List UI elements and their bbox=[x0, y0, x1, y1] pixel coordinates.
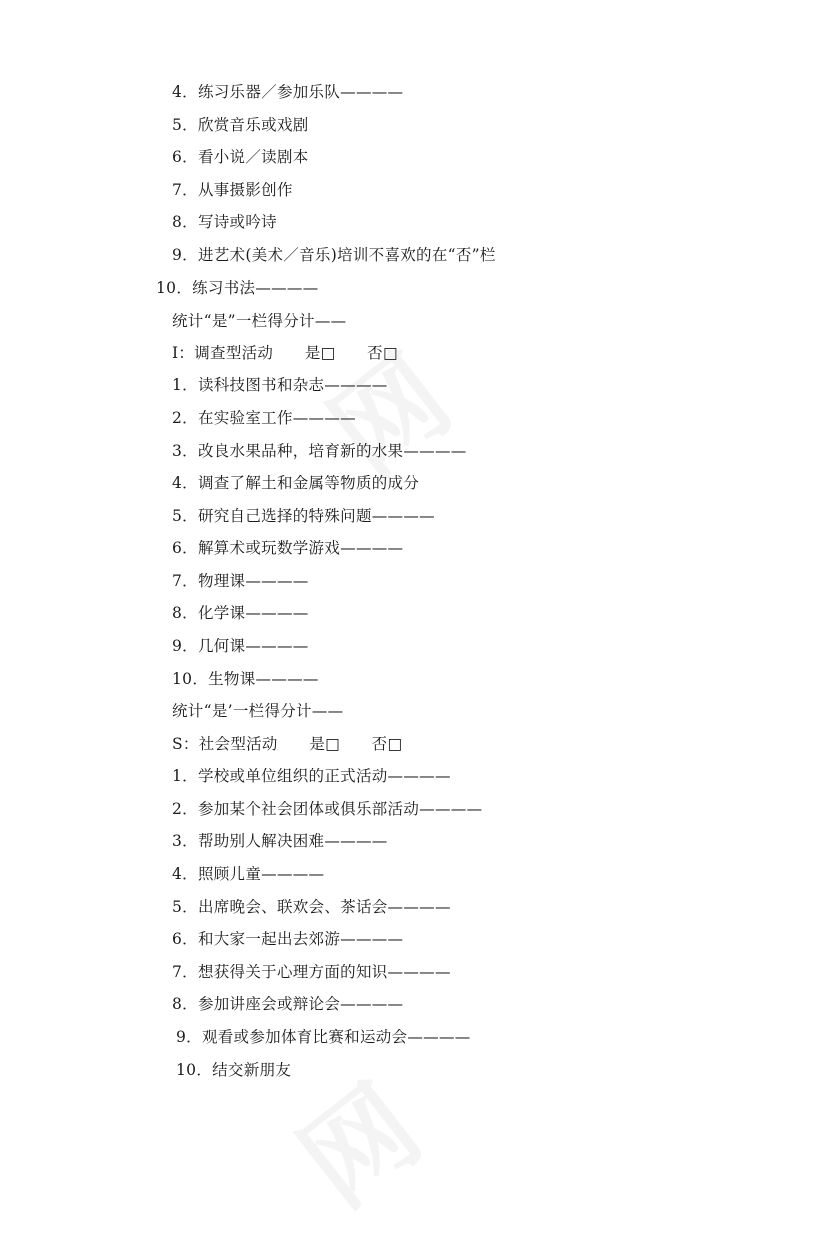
list-item: 2．在实验室工作———— bbox=[172, 409, 356, 427]
list-item: 4．练习乐器／参加乐队———— bbox=[172, 83, 404, 101]
score-total-line: 统计“是’一栏得分计—— bbox=[172, 702, 344, 720]
list-item: 4．照顾儿童———— bbox=[172, 865, 325, 883]
list-item: 6．解算术或玩数学游戏———— bbox=[172, 539, 404, 557]
list-item: 9．几何课———— bbox=[172, 637, 309, 655]
list-item: 5．欣赏音乐或戏剧 bbox=[172, 116, 309, 134]
score-total-line: 统计“是”一栏得分计—— bbox=[172, 312, 347, 330]
list-item: 7．物理课———— bbox=[172, 572, 309, 590]
section-heading: I：调查型活动 是□ 否□ bbox=[172, 344, 398, 362]
list-item: 7．想获得关于心理方面的知识———— bbox=[172, 963, 451, 981]
list-item: 5．出席晚会、联欢会、茶话会———— bbox=[172, 898, 451, 916]
list-item: 1．读科技图书和杂志———— bbox=[172, 376, 388, 394]
list-item: 10．生物课———— bbox=[172, 670, 319, 688]
list-item: 7．从事摄影创作 bbox=[172, 181, 293, 199]
list-item: 1．学校或单位组织的正式活动———— bbox=[172, 767, 451, 785]
list-item: 3．帮助别人解决困难———— bbox=[172, 832, 388, 850]
list-item: 2．参加某个社会团体或俱乐部活动———— bbox=[172, 800, 483, 818]
list-item: 9．观看或参加体育比赛和运动会———— bbox=[176, 1028, 471, 1046]
list-item: 6．和大家一起出去郊游———— bbox=[172, 930, 404, 948]
list-item: 10．结交新朋友 bbox=[176, 1061, 292, 1079]
list-item: 8．参加讲座会或辩论会———— bbox=[172, 995, 404, 1013]
list-item: 10．练习书法———— bbox=[156, 279, 319, 297]
list-item: 9．进艺术(美术／音乐)培训不喜欢的在“否”栏 bbox=[172, 246, 496, 264]
list-item: 4．调查了解土和金属等物质的成分 bbox=[172, 474, 420, 492]
list-item: 6．看小说／读剧本 bbox=[172, 148, 309, 166]
section-heading: S：社会型活动 是□ 否□ bbox=[172, 735, 403, 753]
list-item: 3．改良水果品种，培育新的水果———— bbox=[172, 442, 467, 460]
list-item: 8．化学课———— bbox=[172, 604, 309, 622]
list-item: 8．写诗或吟诗 bbox=[172, 213, 277, 231]
list-item: 5．研究自己选择的特殊问题———— bbox=[172, 507, 435, 525]
